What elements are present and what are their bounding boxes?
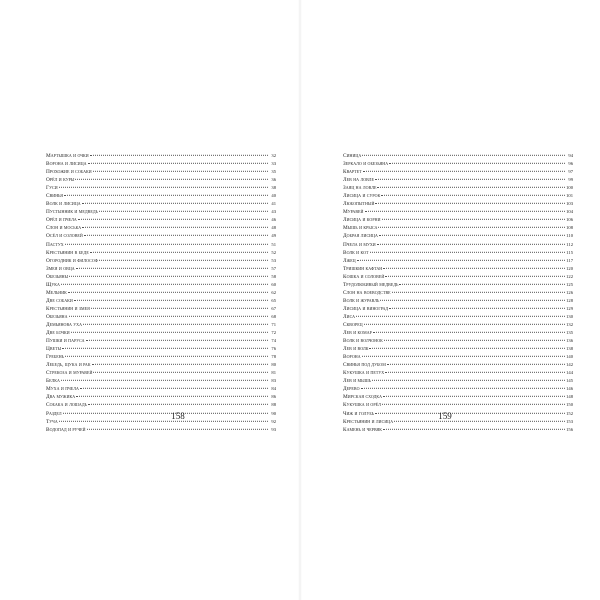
toc-entry [46,418,276,426]
toc-entry-title: Пушки и паруса [46,338,85,345]
dot-leader [75,179,268,180]
toc-entry [343,329,573,337]
toc-entry [46,281,276,289]
dot-leader [99,259,268,260]
toc-entry-page: 103 [566,201,573,207]
toc-entry-page: 57 [271,265,276,271]
toc-entry-title: Туча [46,418,58,425]
toc-entry-title: Крестьянин и змея [46,305,90,312]
dot-leader [87,428,268,429]
toc-entry [46,200,276,208]
toc-entry [46,353,276,361]
dot-leader [69,276,268,277]
dot-leader [365,211,566,212]
toc-entry-page: 146 [566,386,573,392]
toc-entry-title: Мирская сходка [343,394,383,401]
toc-entry [46,410,276,418]
toc-entry-page: 94 [568,153,573,158]
book-gutter [298,0,302,600]
toc-entry [46,273,276,281]
toc-entry [343,401,573,409]
dot-leader [80,388,268,389]
toc-entry-page: 110 [566,233,573,239]
toc-entry-page: 86 [271,394,276,400]
toc-entry-page: 83 [271,378,276,384]
toc-entry-page: 60 [271,281,276,287]
toc-list-right [343,152,573,434]
toc-entry [46,321,276,329]
toc-entry-page: 88 [271,402,276,408]
toc-entry-page: 136 [566,338,573,344]
toc-entry [343,224,573,232]
dot-leader [88,404,268,405]
toc-entry-page: 78 [271,354,276,360]
toc-entry-title: Щука [46,281,60,288]
dot-leader [90,251,268,252]
toc-entry-title: Крестьянин и лисица [343,418,394,425]
dot-leader [385,276,565,277]
toc-entry-title: Мышь и крыса [343,225,378,232]
dot-leader [383,396,565,397]
toc-entry [343,216,573,224]
toc-entry [343,192,573,200]
toc-entry-title: Лев и комар [343,330,372,337]
toc-entry-title: Осёл и соловей [46,233,83,240]
toc-entry-title: Орёл и куры [46,177,75,184]
toc-entry-title: Муха и пчела [46,386,79,393]
toc-entry-title: Гребень [46,354,65,361]
toc-entry [46,361,276,369]
toc-entry [343,176,573,184]
dot-leader [380,300,565,301]
toc-entry [46,160,276,168]
toc-entry-title: Собака и лошадь [46,402,87,409]
toc-entry-title: Лисица и виноград [343,305,389,312]
toc-entry [46,345,276,353]
dot-leader [88,163,268,164]
toc-entry-page: 156 [566,426,573,432]
toc-entry [46,168,276,176]
toc-entry [46,249,276,257]
toc-entry-page: 148 [566,394,573,400]
toc-entry-page: 100 [566,185,573,191]
dot-leader [383,428,565,429]
dot-leader [78,219,268,220]
dot-leader [364,324,565,325]
dot-leader [382,219,565,220]
toc-entry-page: 112 [566,241,573,247]
toc-entry-page: 81 [271,370,276,376]
toc-entry-title: Мельник [46,289,67,296]
dot-leader [68,292,268,293]
toc-entry-page: 74 [271,338,276,344]
toc-entry-page: 138 [566,346,573,352]
toc-entry [343,257,573,265]
toc-entry-title: Пчела и мухи [343,241,376,248]
toc-entry-page: 68 [271,313,276,319]
toc-entry [46,224,276,232]
toc-entry-title: Муравей [343,209,364,216]
toc-entry [46,393,276,401]
toc-entry [46,152,276,160]
toc-entry-title: Свинья [46,193,64,200]
toc-entry-page: 46 [271,217,276,223]
toc-entry-page: 122 [566,273,573,279]
toc-entry-page: 153 [566,418,573,424]
toc-entry [46,426,276,434]
toc-entry-title: Волк и волчонок [343,338,383,345]
dot-leader [381,195,565,196]
toc-entry-title: Лев и мышь [343,378,372,385]
toc-entry [343,152,573,160]
toc-entry-title: Мартышка и очки [46,153,89,159]
toc-entry-title: Синица [343,153,362,159]
toc-entry-page: 92 [271,418,276,424]
toc-entry [46,377,276,385]
dot-leader [387,364,565,365]
dot-leader [76,396,268,397]
toc-entry-page: 96 [568,161,573,167]
toc-entry-page: 99 [568,177,573,183]
dot-leader [84,235,268,236]
toc-entry-title: Свинья под дубом [343,362,386,369]
toc-entry [343,168,573,176]
toc-entry-title: Змея и овца [46,265,75,272]
toc-entry [343,265,573,273]
toc-entry [46,329,276,337]
toc-entry-title: Лжец [343,257,356,264]
dot-leader [369,348,565,349]
toc-entry-page: 32 [271,153,276,158]
toc-entry-page: 80 [271,362,276,368]
toc-entry [46,297,276,305]
dot-leader [76,267,268,268]
dot-leader [383,267,565,268]
dot-leader [362,155,565,156]
toc-entry-title: Тришкин кафтан [343,265,383,272]
toc-entry-title: Лебедь, щука и рак [46,362,91,369]
toc-entry [343,241,573,249]
dot-leader [375,179,565,180]
toc-entry-title: Лисица и сурок [343,193,381,200]
toc-entry-page: 40 [271,193,276,199]
left-page [46,152,276,434]
toc-entry-page: 58 [271,273,276,279]
toc-entry [343,200,573,208]
toc-entry-title: Белка [46,378,60,385]
dot-leader [92,364,268,365]
toc-entry-page: 67 [271,305,276,311]
dot-leader [372,380,565,381]
dot-leader [382,404,565,405]
toc-entry-page: 140 [566,354,573,360]
toc-entry-title: Слон и моська [46,225,82,232]
dot-leader [385,372,565,373]
toc-entry [343,345,573,353]
dot-leader [61,284,268,285]
dot-leader [83,324,268,325]
dot-leader [62,348,268,349]
toc-entry-page: 84 [271,386,276,392]
dot-leader [377,243,565,244]
toc-entry-title: Крестьянин в беде [46,249,89,256]
toc-entry [343,160,573,168]
toc-entry [46,369,276,377]
toc-entry-title: Обезьяна [46,313,68,320]
dot-leader [394,420,565,421]
dot-leader [64,195,268,196]
toc-entry-page: 126 [566,289,573,295]
toc-entry-page: 93 [271,426,276,432]
page-number-left: 158 [171,411,185,421]
toc-entry-title: Пастух [46,241,64,248]
toc-entry-page: 128 [566,297,573,303]
toc-entry-page: 152 [566,410,573,416]
toc-entry-page: 97 [568,169,573,175]
dot-leader [389,308,565,309]
dot-leader [91,308,268,309]
toc-entry [46,337,276,345]
toc-entry [343,337,573,345]
toc-entry [343,208,573,216]
toc-entry [46,265,276,273]
toc-entry-page: 132 [566,321,573,327]
toc-entry-page: 106 [566,217,573,223]
toc-entry-page: 43 [271,209,276,215]
toc-entry-title: Лев на ловле [343,177,375,184]
toc-entry [343,377,573,385]
toc-entry-page: 51 [271,241,276,247]
dot-leader [377,187,565,188]
toc-entry-title: Обезьяны [46,273,69,280]
toc-entry-page: 52 [271,249,276,255]
toc-entry-page: 76 [271,346,276,352]
page-number-right: 159 [438,411,452,421]
toc-entry [343,313,573,321]
dot-leader [82,227,268,228]
toc-entry-title: Волк и кот [343,249,369,256]
toc-entry [46,208,276,216]
toc-entry-page: 129 [566,305,573,311]
toc-entry-page: 117 [566,257,573,263]
dot-leader [93,171,268,172]
toc-entry-page: 33 [271,161,276,167]
dot-leader [93,372,268,373]
toc-entry-title: Стрекоза и муравей [46,370,93,377]
toc-entry-page: 49 [271,233,276,239]
toc-entry-page: 120 [566,265,573,271]
toc-entry [343,184,573,192]
toc-entry-page: 142 [566,362,573,368]
toc-entry [46,305,276,313]
toc-entry [343,273,573,281]
toc-entry [343,281,573,289]
toc-entry-page: 130 [566,313,573,319]
toc-entry [46,232,276,240]
toc-entry [343,353,573,361]
toc-entry [343,369,573,377]
toc-entry-title: Камень и червяк [343,426,382,433]
toc-entry [46,216,276,224]
dot-leader [357,259,565,260]
toc-entry-title: Гуси [46,185,58,192]
dot-leader [378,227,565,228]
dot-leader [59,187,268,188]
toc-entry-title: Добрая лисица [343,233,378,240]
toc-entry-title: Прохожие и собаки [46,169,92,176]
toc-entry [343,361,573,369]
toc-entry-page: 62 [271,289,276,295]
toc-entry-title: Дерево [343,386,360,393]
toc-entry-page: 53 [271,257,276,263]
dot-leader [362,356,565,357]
toc-entry [343,232,573,240]
toc-entry-title: Лисица и корни [343,217,381,224]
toc-entry [343,297,573,305]
right-page [343,152,573,434]
dot-leader [363,171,565,172]
dot-leader [82,203,268,204]
dot-leader [90,155,268,156]
toc-entry-title: Слон на воеводстве [343,289,391,296]
toc-entry-title: Две собаки [46,297,73,304]
toc-entry-title: Ворона [343,354,361,361]
dot-leader [65,243,268,244]
toc-entry-page: 145 [566,378,573,384]
toc-entry [46,257,276,265]
toc-entry-title: Трудолюбивый медведь [343,281,399,288]
toc-entry [46,401,276,409]
toc-entry-title: Чиж и голубь [343,410,375,417]
dot-leader [392,292,565,293]
dot-leader [375,203,565,204]
dot-leader [379,235,565,236]
toc-entry-title: Демьянова уха [46,321,83,328]
toc-entry [46,241,276,249]
toc-entry [343,385,573,393]
toc-entry-title: Две бочки [46,330,70,337]
toc-entry-page: 108 [566,225,573,231]
toc-entry-title: Волк и лисица [46,201,81,208]
toc-entry-page: 65 [271,297,276,303]
dot-leader [69,316,268,317]
toc-list-left [46,152,276,434]
toc-entry-title: Волк и журавль [343,297,380,304]
dot-leader [384,340,565,341]
toc-entry-title: Водопад и ручей [46,426,86,433]
toc-entry-title: Квартет [343,169,362,176]
dot-leader [370,251,565,252]
toc-entry-page: 41 [271,201,276,207]
toc-entry [46,192,276,200]
dot-leader [375,412,565,413]
dot-leader [74,300,268,301]
toc-entry-title: Два мужика [46,394,76,401]
toc-entry-page: 144 [566,370,573,376]
toc-entry-title: Орёл и пчела [46,217,77,224]
toc-entry [343,305,573,313]
toc-entry-title: Ворона и лисица [46,161,87,168]
toc-entry-page: 72 [271,330,276,336]
toc-entry [46,176,276,184]
toc-entry-page: 104 [566,209,573,215]
toc-entry-title: Пустынник и медведь [46,209,98,216]
dot-leader [71,332,268,333]
toc-entry [46,385,276,393]
toc-entry-title: Кошка и соловей [343,273,385,280]
toc-entry [343,426,573,434]
toc-entry [46,184,276,192]
toc-entry-page: 36 [271,177,276,183]
toc-entry [343,249,573,257]
toc-entry-page: 48 [271,225,276,231]
toc-entry-page: 150 [566,402,573,408]
toc-entry [46,289,276,297]
toc-entry [343,393,573,401]
dot-leader [373,332,565,333]
toc-entry-title: Кукушка и орёл [343,402,381,409]
dot-leader [99,211,268,212]
toc-entry-title: Зеркало и обезьяна [343,161,389,168]
toc-entry-page: 90 [271,410,276,416]
dot-leader [61,380,268,381]
dot-leader [86,340,268,341]
toc-entry [343,289,573,297]
toc-entry-page: 125 [566,281,573,287]
toc-entry-title: Заяц на ловле [343,185,377,192]
toc-entry-title: Цветы [46,346,62,353]
toc-entry [343,321,573,329]
toc-entry-title: Кукушка и петух [343,370,385,377]
toc-entry-title: Лиса [343,313,356,320]
toc-entry-title: Огородник и философ [46,257,99,264]
toc-entry-page: 101 [566,193,573,199]
dot-leader [361,388,565,389]
toc-entry-title: Любопытный [343,201,375,208]
toc-entry-page: 38 [271,185,276,191]
toc-entry-title: Лев и волк [343,346,369,353]
dot-leader [389,163,565,164]
dot-leader [356,316,565,317]
toc-entry-page: 71 [271,321,276,327]
toc-entry-page: 35 [271,169,276,175]
toc-entry-page: 135 [566,330,573,336]
toc-entry-title: Скворец [343,321,363,328]
toc-entry [46,313,276,321]
dot-leader [65,356,268,357]
toc-entry-title: Раздел [46,410,62,417]
toc-entry-page: 115 [566,249,573,255]
dot-leader [399,284,565,285]
